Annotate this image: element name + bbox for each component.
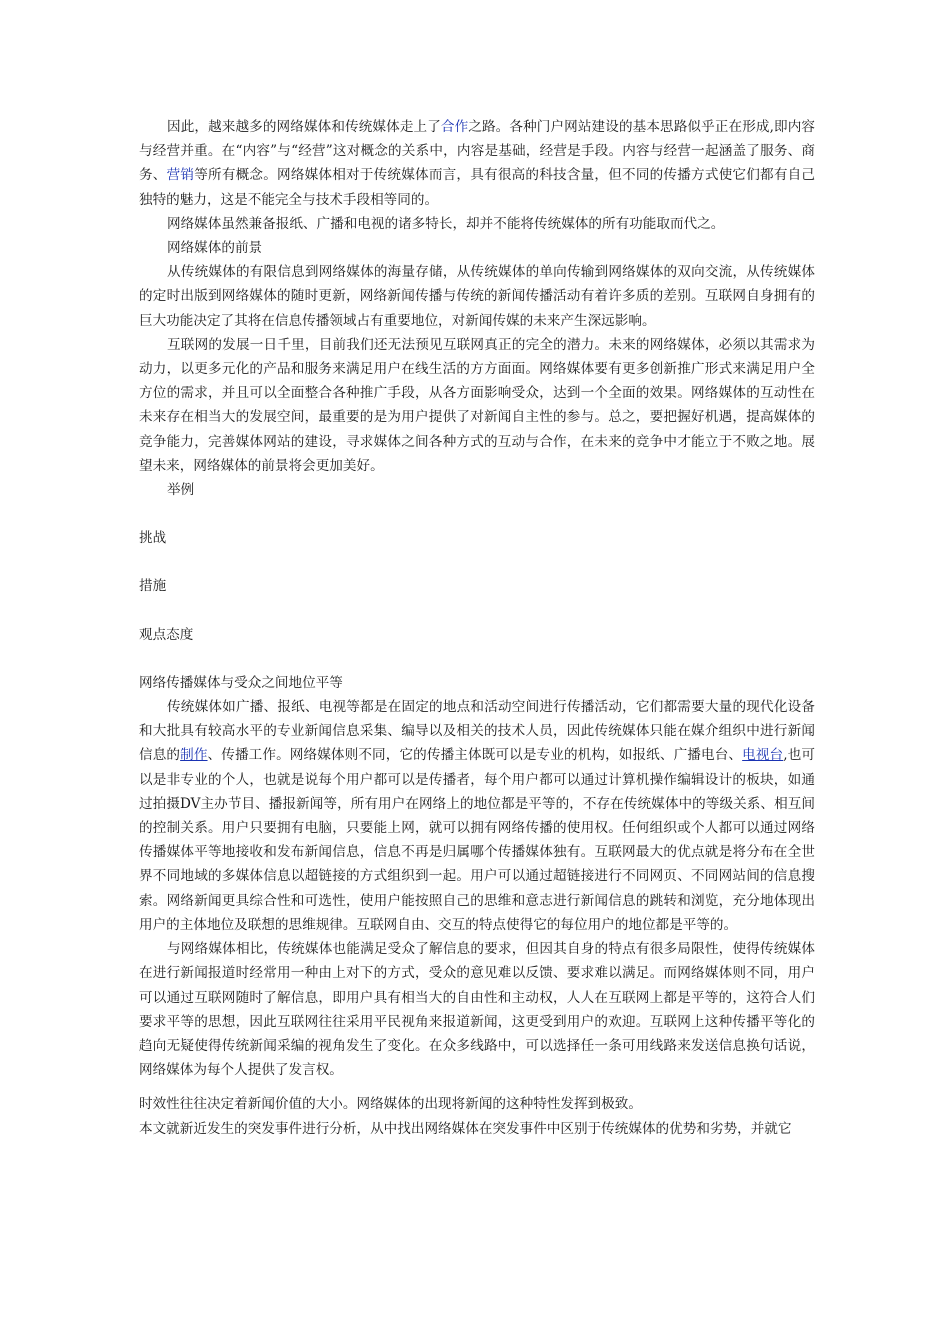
paragraph-internet-development: 互联网的发展一日千里，目前我们还无法预见互联网真正的完全的潜力。未来的网络媒体，必须以其需求为动力，以更多元化的产品和服务来满足用户在线生活的方方面面。网络媒体要有更多创新推广形式来满足用户全方位的需求，并且可以全面整合各种推广手段，从各方面影响受众，达到一个全面的效果。网络媒体的互动性在未来存在相当大的发展空间，最重要的是为用户提供了对新闻自主性的参与。总之，要把握好机遇，提高媒体的竞争能力，完善媒体网站的建设，寻求媒体之间各种方式的互动与合作，在未来的竞争中才能立于不败之地。展望未来，网络媒体的前景将会更加美好。 xyxy=(139,336,815,474)
paragraph-analysis: 本文就新近发生的突发事件进行分析，从中找出网络媒体在突发事件中区别于传统媒体的优势和劣势，并就它 xyxy=(139,1120,792,1137)
footer-text xyxy=(139,1092,815,1141)
link-marketing[interactable]: 营销 xyxy=(166,167,195,184)
paragraph-equal-status xyxy=(139,695,815,937)
text-span: 因此，越来越多的网络媒体和传统媒体走上了 xyxy=(167,119,441,135)
heading-challenge: 挑战 xyxy=(139,530,167,547)
link-cooperation[interactable]: 合作 xyxy=(440,119,469,135)
text-span: 传统媒体如广播、报纸、电视等都是在固定的地点和活动空间进行传播活动，它们都需要大量的现代化设备和大批具有较高水平的专业新闻信息采集、编导以及相关的技术人员，因此传统媒体只能在媒介组织中进行新闻信息的 xyxy=(139,699,815,764)
heading-measures: 措施 xyxy=(139,578,167,595)
heading-equality: 网络传播媒体与受众之间地位平等 xyxy=(139,674,343,691)
text-span: 之路。各种门户网站建设的基本思路似乎正在形成,即内容与经营并重。在“内容”与“经营”这对概念的关系中，内容是基础，经营是手段。内容与经营一起涵盖了服务、商务、 xyxy=(139,119,815,184)
text-span: ,也可以是非专业的个人，也就是说每个用户都可以是传播者，每个用户都可以通过计算机操作编辑设计的板块，如通过拍摄DV主办节目、播报新闻等，所有用户在网络上的地位都是平等的，不存在传统媒体中的等级关系、相互间的控制关系。用户只要拥有电脑，只要能上网，就可以拥有网络传播的使用权。任何组织或个人都可以通过网络传播媒体平等地接收和发布新闻信息，信息不再是归属哪个传播媒体独有。互联网最大的优点就是将分布在全世界不同地域的多媒体信息以超链接的方式组织到一起。用户可以通过超链接进行不同网页、不同网站间的信息搜索。网络新闻更具综合性和可选性，使用户能按照自己的思维和意志进行新闻信息的跳转和浏览，充分地体现出用户的主体地位及联想的思维规律。互联网自由、交互的特点使得它的每位用户的地位都是平等的。 xyxy=(139,747,816,933)
paragraph-cooperation xyxy=(139,115,815,212)
heading-example: 举例 xyxy=(167,482,195,499)
paragraph-traditional-vs-network: 从传统媒体的有限信息到网络媒体的海量存储，从传统媒体的单向传输到网络媒体的双向交流，从传统媒体的定时出版到网络媒体的随时更新，网络新闻传播与传统的新闻传播活动有着许多质的差别。互联网自身拥有的巨大功能决定了其将在信息传播领域占有重要地位，对新闻传媒的未来产生深远影响。 xyxy=(139,264,815,329)
paragraph-cannot-replace: 网络媒体虽然兼备报纸、广播和电视的诸多特长，却并不能将传统媒体的所有功能取而代之。 xyxy=(167,215,725,232)
document-body xyxy=(139,115,815,1142)
heading-viewpoint: 观点态度 xyxy=(139,626,194,643)
text-span: 、传播工作。网络媒体则不同，它的传播主体既可以是专业的机构，如报纸、广播电台、 xyxy=(207,747,743,764)
paragraph-comparison: 与网络媒体相比，传统媒体也能满足受众了解信息的要求，但因其自身的特点有很多局限性，使得传统媒体在进行新闻报道时经常用一种由上对下的方式，受众的意见难以反馈、要求难以满足。而网络媒体则不同，用户可以通过互联网随时了解信息，即用户具有相当大的自由性和主动权，人人在互联网上都是平等的，这符合人们要求平等的思想，因此互联网往往采用平民视角来报道新闻，这更受到用户的欢迎。互联网上这种传播平等化的趋向无疑使得传统新闻采编的视角发生了变化。在众多线路中，可以选择任一条可用线路来发送信息换句话说，网络媒体为每个人提供了发言权。 xyxy=(139,941,815,1079)
link-production[interactable]: 制作 xyxy=(180,747,208,764)
heading-prospect: 网络媒体的前景 xyxy=(167,240,263,257)
text-span: 等所有概念。网络媒体相对于传统媒体而言，具有很高的科技含量，但不同的传播方式使它们都有自己独特的魅力，这是不能完全与技术手段相等同的。 xyxy=(139,167,816,208)
paragraph-timeliness: 时效性往往决定着新闻价值的大小。网络媒体的出现将新闻的这种特性发挥到极致。 xyxy=(139,1096,642,1113)
link-tv-station[interactable]: 电视台 xyxy=(742,747,784,764)
